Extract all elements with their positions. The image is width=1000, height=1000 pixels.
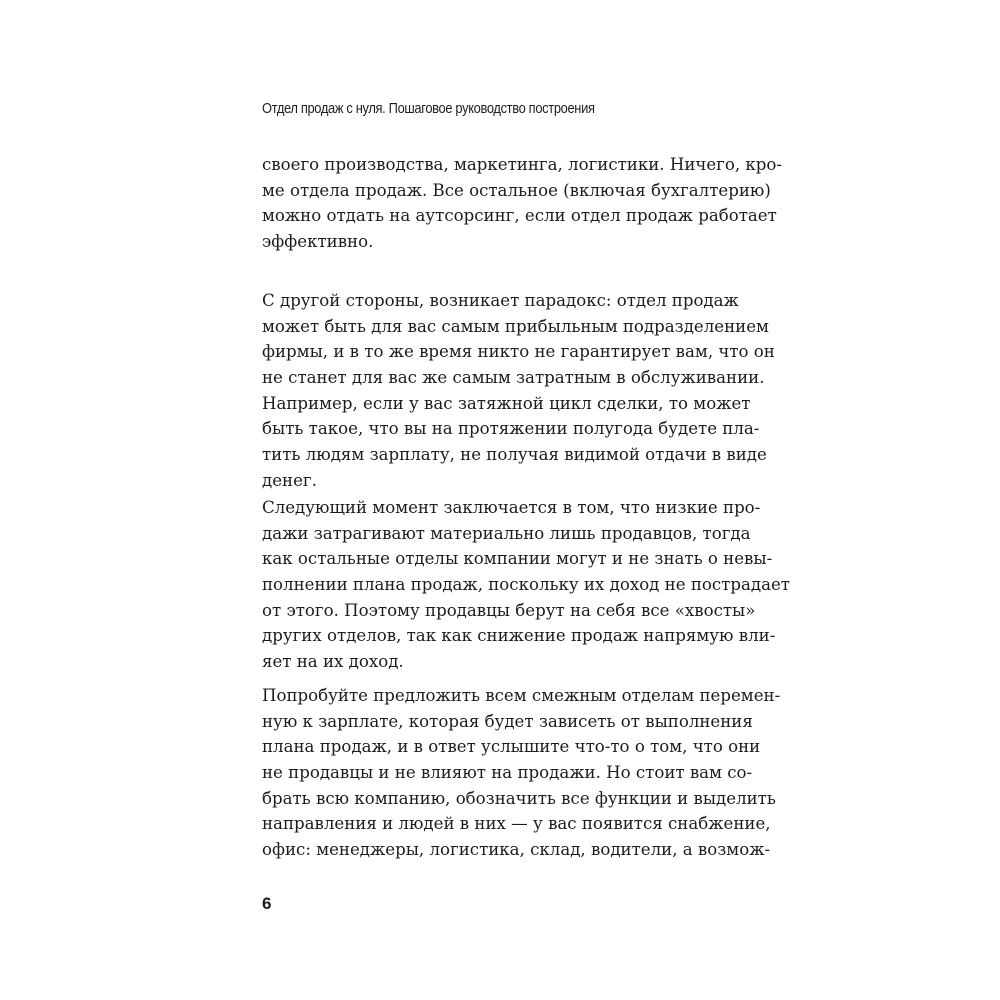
paragraph-3 bbox=[262, 495, 790, 675]
text-line: направления и людей в них — у вас появится снабжение, bbox=[262, 814, 771, 834]
paragraph-4 bbox=[262, 683, 781, 863]
text-line: быть такое, что вы на протяжении полугода будете пла- bbox=[262, 419, 760, 439]
running-header: Отдел продаж с нуля. Пошаговое руководство построения bbox=[262, 100, 595, 117]
text-line: офис: менеджеры, логистика, склад, водители, а возмож- bbox=[262, 840, 771, 860]
text-line: может быть для вас самым прибыльным подразделением bbox=[262, 316, 769, 336]
text-line: Например, если у вас затяжной цикл сделки, то может bbox=[262, 393, 751, 413]
text-line: тить людям зарплату, не получая видимой отдачи в виде bbox=[262, 445, 767, 465]
text-line: других отделов, так как снижение продаж напрямую вли- bbox=[262, 626, 776, 646]
text-line: ную к зарплате, которая будет зависеть от выполнения bbox=[262, 711, 753, 731]
text-line: полнении плана продаж, поскольку их доход не пострадает bbox=[262, 575, 790, 595]
text-line: можно отдать на аутсорсинг, если отдел продаж работает bbox=[262, 206, 777, 226]
text-line: Следующий момент заключается в том, что низкие про- bbox=[262, 498, 761, 517]
text-line: фирмы, и в то же время никто не гарантирует вам, что он bbox=[262, 342, 775, 362]
paragraph-1 bbox=[262, 152, 782, 255]
text-line: эффективно. bbox=[262, 232, 374, 252]
text-line: ме отдела продаж. Все остальное (включая бухгалтерию) bbox=[262, 180, 771, 200]
text-line: своего производства, маркетинга, логистики. Ничего, кро- bbox=[262, 155, 782, 174]
text-line: Попробуйте предложить всем смежным отделам перемен- bbox=[262, 686, 781, 705]
text-line: как остальные отделы компании могут и не знать о невы- bbox=[262, 549, 773, 569]
page-number: 6 bbox=[262, 894, 272, 913]
paragraph-2 bbox=[262, 288, 775, 494]
text-line: С другой стороны, возникает парадокс: отдел продаж bbox=[262, 291, 739, 310]
text-line: брать всю компанию, обозначить все функции и выделить bbox=[262, 788, 776, 808]
text-line: от этого. Поэтому продавцы берут на себя все «хвосты» bbox=[262, 600, 756, 620]
text-line: яет на их доход. bbox=[262, 652, 404, 672]
text-line: дажи затрагивают материально лишь продавцов, тогда bbox=[262, 523, 751, 543]
text-line: денег. bbox=[262, 470, 317, 490]
text-line: не станет для вас же самым затратным в обслуживании. bbox=[262, 368, 765, 388]
text-line: не продавцы и не влияют на продажи. Но стоит вам со- bbox=[262, 763, 753, 783]
text-line: плана продаж, и в ответ услышите что-то о том, что они bbox=[262, 737, 761, 757]
